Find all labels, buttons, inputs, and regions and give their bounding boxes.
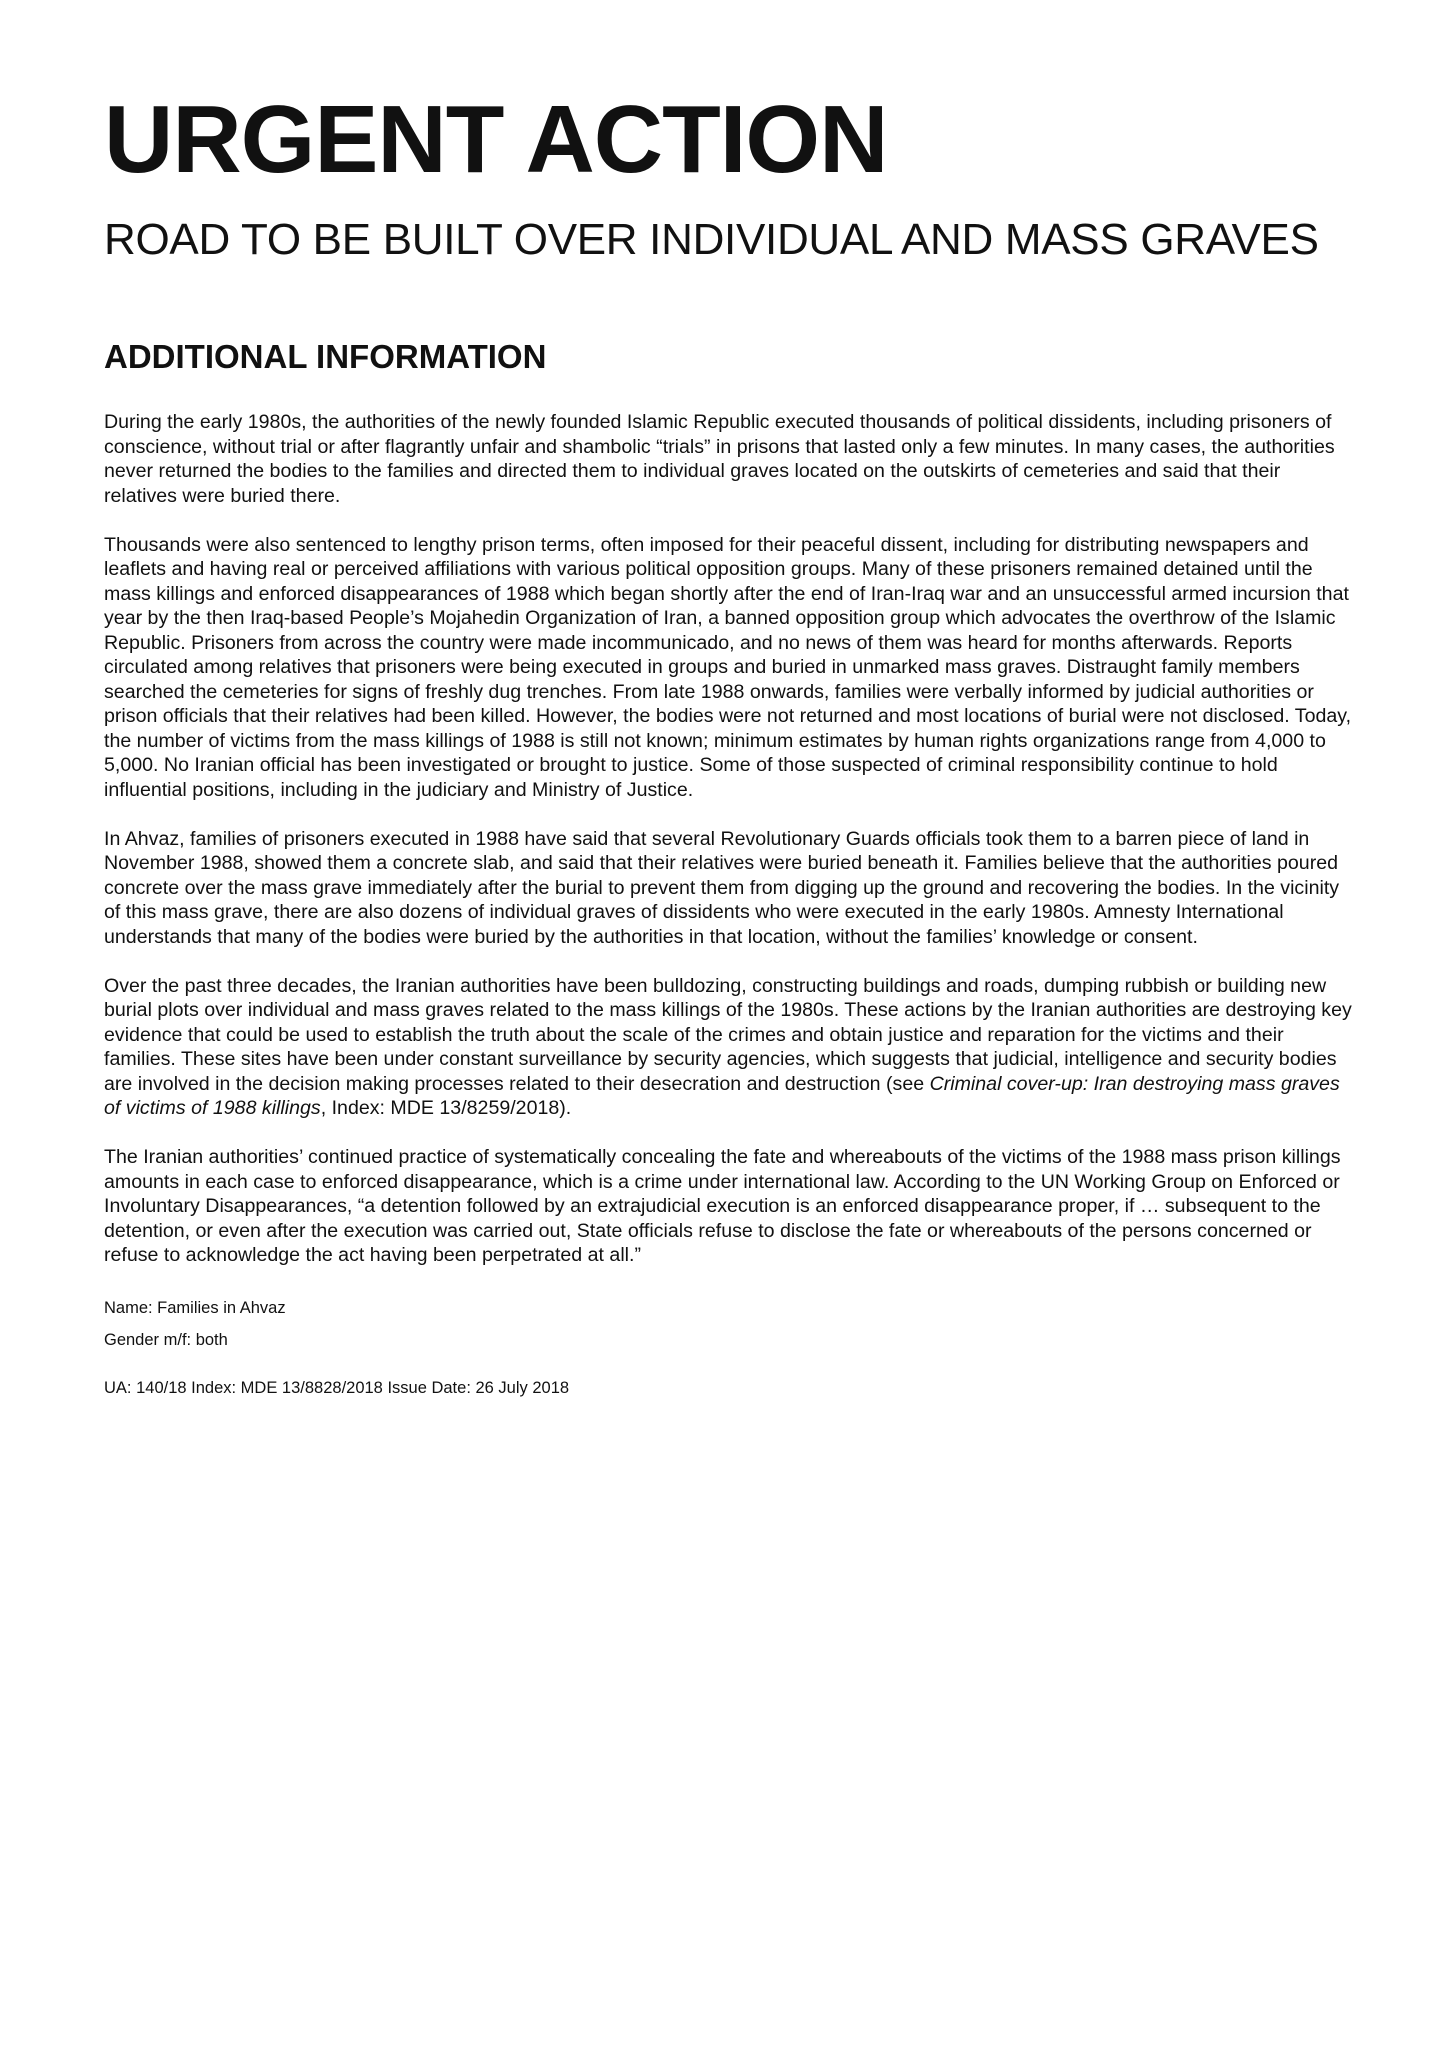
paragraph-4-text: Over the past three decades, the Iranian authorities have been bulldozing, constructing buildings and roads, dumping rubbish or building new burial plots over individual and mass graves related to the mass killings of the 1980s. These actions by the Iranian authorities are destroying key evidence that could be used to establish the truth about the scale of the crimes and obtain justice and reparation for the victims and their families. These sites have been under constant surveillance by security agencies, which suggests that judicial, intelligence and security bodies are involved in the decision making processes related to their desecration and destruction (see (104, 974, 1352, 1095)
issue-line: UA: 140/18 Index: MDE 13/8828/2018 Issue Date: 26 July 2018 (104, 1379, 570, 1397)
gender-field: Gender m/f: both (104, 1331, 228, 1349)
paragraph-1: During the early 1980s, the authorities of the newly founded Islamic Republic executed thousands of political dissidents, including prisoners of conscience, without trial or after flagrantly unfair and shambolic “trials” in prisons that lasted only a few minutes. In many cases, the authorities never returned the bodies to the families and directed them to individual graves located on the outskirts of cemeteries and said that their relatives were buried there. (104, 411, 1335, 507)
paragraph-5: The Iranian authorities’ continued practice of systematically concealing the fate and whereabouts of the victims of the 1988 mass prison killings amounts in each case to enforced disappearance, which is a crime under international law. According to the UN Working Group on Enforced or Involuntary Disappearances, “a detention followed by an extrajudicial execution is an enforced disappearance proper, if … subsequent to the detention, or even after the execution was carried out, State officials refuse to disclose the fate or whereabouts of the persons concerned or refuse to acknowledge the act having been perpetrated at all.” (104, 1146, 1341, 1266)
paragraph-2: Thousands were also sentenced to lengthy prison terms, often imposed for their peaceful dissent, including for distributing newspapers and leaflets and having real or perceived affiliations with various political opposition groups. Many of these prisoners remained detained until the mass killings and enforced disappearances of 1988 which began shortly after the end of Iran-Iraq war and an unsuccessful armed incursion that year by the then Iraq-based People’s Mojahedin Organization of Iran, a banned opposition group which advocates the overthrow of the Islamic Republic. Prisoners from across the country were made incommunicado, and no news of them was heard for months afterwards. Reports circulated among relatives that prisoners were being executed in groups and buried in unmarked mass graves. Distraught family members searched the cemeteries for signs of freshly dug trenches. From late 1988 onwards, families were verbally informed by judicial authorities or prison officials that their relatives had been killed. However, the bodies were not returned and most locations of burial were not disclosed. Today, the number of victims from the mass killings of 1988 is still not known; minimum estimates by human rights organizations range from 4,000 to 5,000. No Iranian official has been investigated or brought to justice. Some of those suspected of criminal responsibility continue to hold influential positions, including in the judiciary and Ministry of Justice. (104, 533, 1352, 801)
paragraph-4-index: , Index: MDE 13/8259/2018). (320, 1097, 572, 1119)
body-text (104, 410, 1356, 1400)
case-details (104, 1292, 1356, 1356)
paragraph-3: In Ahvaz, families of prisoners executed in 1988 have said that several Revolutionary Guards officials took them to a barren piece of land in November 1988, showed them a concrete slab, and said that their relatives were buried beneath it. Families believe that the authorities poured concrete over the mass grave immediately after the burial to prevent them from digging up the ground and recovering the bodies. In the vicinity of this mass grave, there are also dozens of individual graves of dissidents who were executed in the early 1980s. Amnesty International understands that many of the bodies were buried by the authorities in that location, without the families’ knowledge or consent. (104, 827, 1340, 948)
report-title-reference: Criminal cover-up: Iran destroying mass graves of victims of 1988 killings (104, 1072, 1340, 1119)
paragraph-4 (104, 974, 1356, 1121)
page-subtitle: ROAD TO BE BUILT OVER INDIVIDUAL AND MASS GRAVES (104, 215, 1319, 264)
page-title: URGENT ACTION (104, 86, 888, 193)
section-heading: ADDITIONAL INFORMATION (104, 338, 547, 375)
name-field: Name: Families in Ahvaz (104, 1299, 286, 1317)
